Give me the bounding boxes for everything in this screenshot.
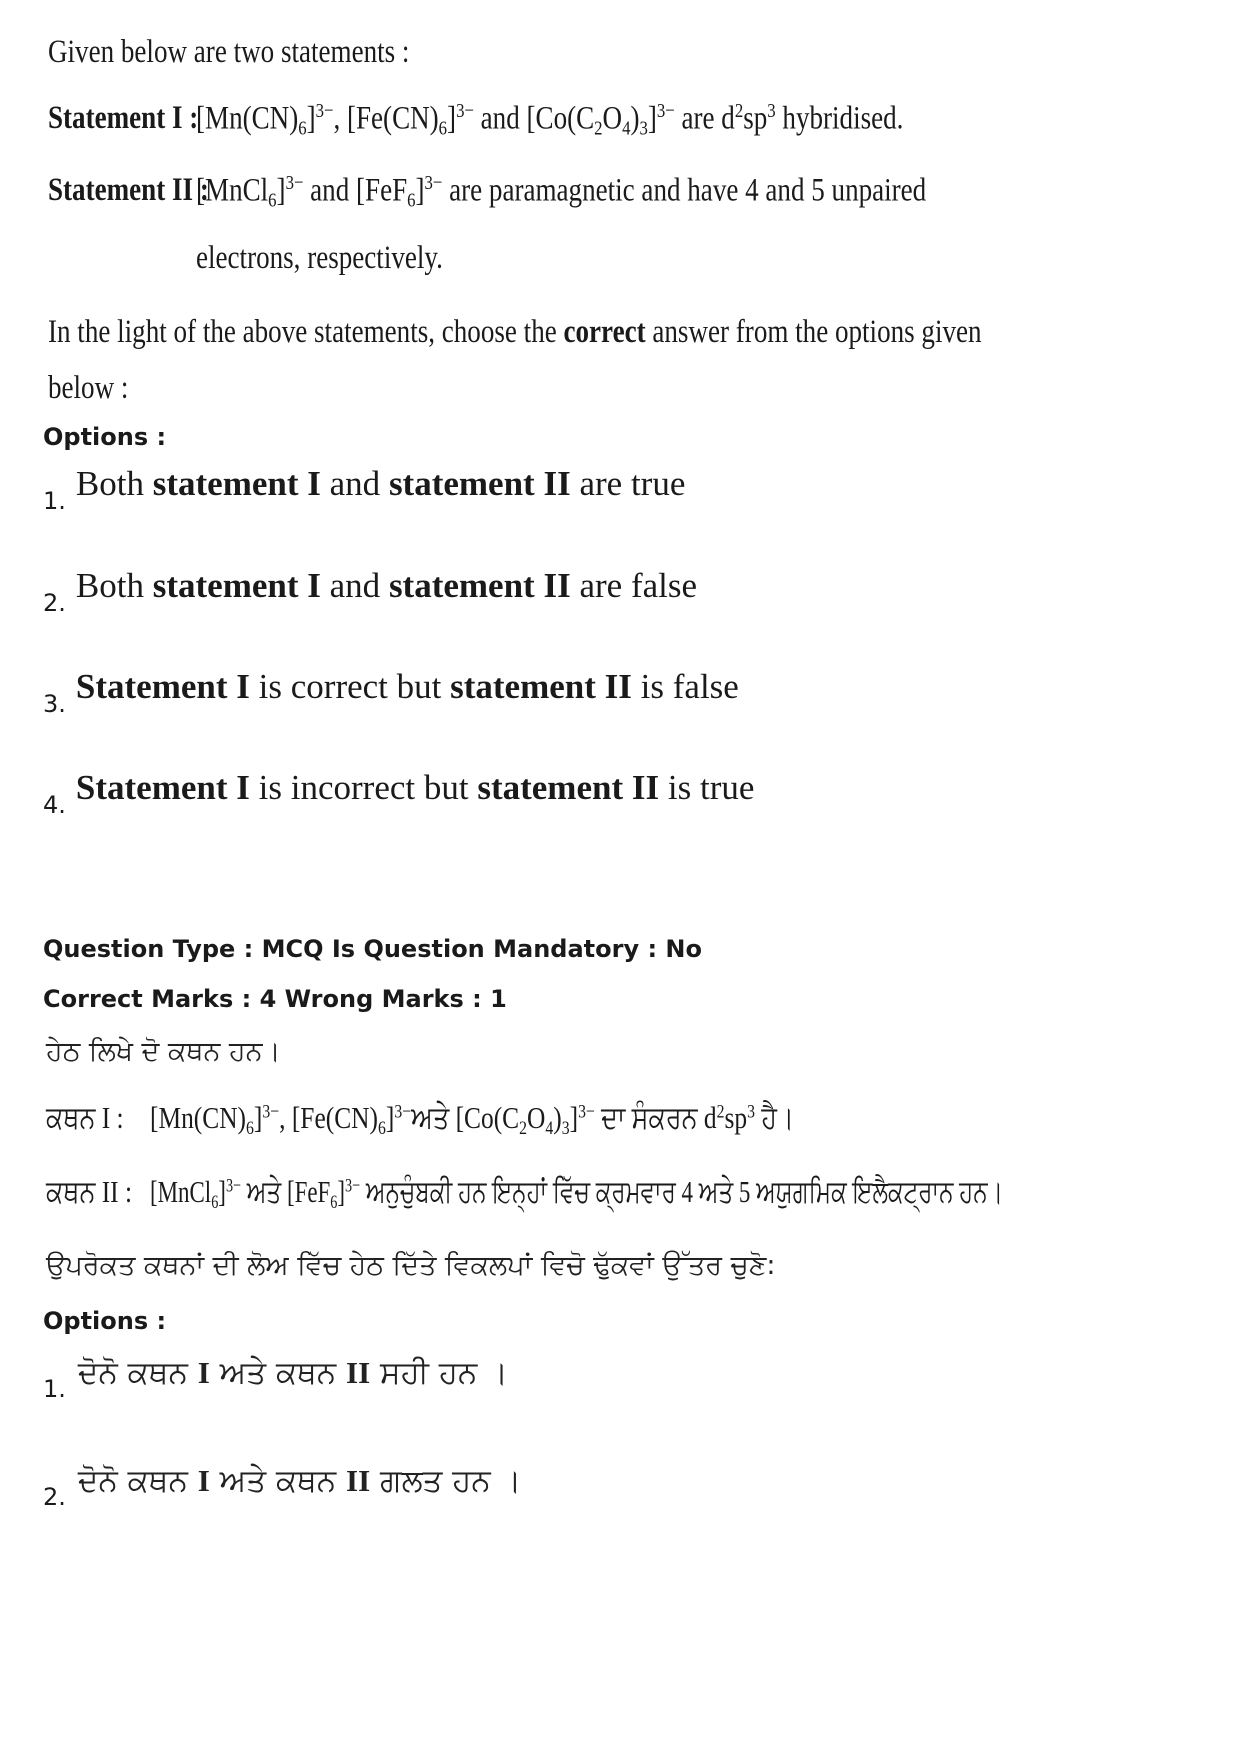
- punjabi-option-1[interactable]: [43, 1355, 509, 1403]
- option-2[interactable]: [43, 566, 698, 617]
- question-type-line: Question Type : MCQ Is Question Mandatory : No: [43, 935, 702, 963]
- statement-1-label: Statement I :: [48, 100, 199, 136]
- punjabi-statement-2-label: ਕਥਨ II :: [46, 1174, 133, 1209]
- statement-1-text: $[Mn(CN)_6]^{3-}$, $[Fe(CN)_6]^{3-}$ and $[Co(C_2O_4)_3]^{3-}$ are $d^2sp^3$ hybridised.: [196, 100, 904, 140]
- punjabi-intro: ਹੇਠ ਲਿਖੇ ਦੋ ਕਥਨ ਹਨ।: [46, 1036, 281, 1067]
- option-3[interactable]: [43, 667, 739, 718]
- option-number: 1.: [43, 1375, 66, 1403]
- option-text: ਦੋਨੋ ਕਥਨ I ਅਤੇ ਕਥਨ II ਗਲਤ ਹਨ ।: [77, 1463, 522, 1499]
- marks-line: Correct Marks : 4 Wrong Marks : 1: [43, 985, 507, 1013]
- option-text: Statement I is incorrect but statement II is true: [75, 768, 755, 807]
- intro-text: Given below are two statements :: [48, 34, 410, 70]
- punjabi-statement-2: [46, 1174, 151, 1211]
- punjabi-statement-1-label: ਕਥਨ I :: [46, 1100, 124, 1135]
- option-number: 4.: [43, 791, 66, 819]
- punjabi-statement-2-text: [MnCl$_6$]$^{3-}$ ਅਤੇ $[FeF_6]^{3-}$ ਅਨੁਚੁੰਬਕੀ ਹਨ ਇਨ੍ਹਾਂ ਵਿੱਚ ਕ੍ਰਮਵਾਰ 4 ਅਤੇ 5 ਅਯੁਗਮਿਕ ਇਲੈਕਟ੍ਰਾਨ ਹਨ।: [150, 1174, 1004, 1213]
- instruction-continuation: below :: [48, 370, 129, 406]
- option-number: 3.: [43, 690, 66, 718]
- option-number: 1.: [43, 487, 66, 515]
- statement-2-text: [MnCl$_6$]$^{3-}$ and $[FeF_6]^{3-}$ are paramagnetic and have 4 and 5 unpaired: [196, 172, 927, 212]
- option-text: Both statement I and statement II are false: [75, 566, 698, 605]
- punjabi-statement-1: [46, 1100, 141, 1137]
- punjabi-instruction: ਉਪਰੋਕਤ ਕਥਨਾਂ ਦੀ ਲੋਅ ਵਿੱਚ ਹੇਠ ਦਿੱਤੇ ਵਿਕਲਪਾਂ ਵਿਚੋ ਢੁੱਕਵਾਂ ਉੱਤਰ ਚੁਣੋ:: [46, 1250, 776, 1281]
- option-1[interactable]: [43, 464, 686, 515]
- statement-2-label: Statement II :: [48, 172, 209, 208]
- punjabi-option-2[interactable]: [43, 1463, 522, 1511]
- option-text: Both statement I and statement II are true: [75, 464, 686, 503]
- options-heading: Options :: [43, 423, 167, 451]
- option-text: ਦੋਨੋ ਕਥਨ I ਅਤੇ ਕਥਨ II ਸਹੀ ਹਨ ।: [77, 1355, 509, 1391]
- option-number: 2.: [43, 589, 66, 617]
- instruction-text: In the light of the above statements, choose the correct answer from the options given: [48, 314, 982, 350]
- option-number: 2.: [43, 1483, 66, 1511]
- punjabi-options-heading: Options :: [43, 1307, 167, 1335]
- option-text: Statement I is correct but statement II is false: [75, 667, 739, 706]
- statement-2-continuation: electrons, respectively.: [196, 240, 443, 276]
- option-4[interactable]: [43, 768, 755, 819]
- punjabi-statement-1-text: $[Mn(CN)_6]^{3-}$, $[Fe(CN)_6]^{3-}ਅਤੇ$ $[Co(C_2O_4)_3]^{3-}$ ਦਾ ਸੰਕਰਨ $d^2sp^3$ ਹੈ।: [150, 1100, 795, 1139]
